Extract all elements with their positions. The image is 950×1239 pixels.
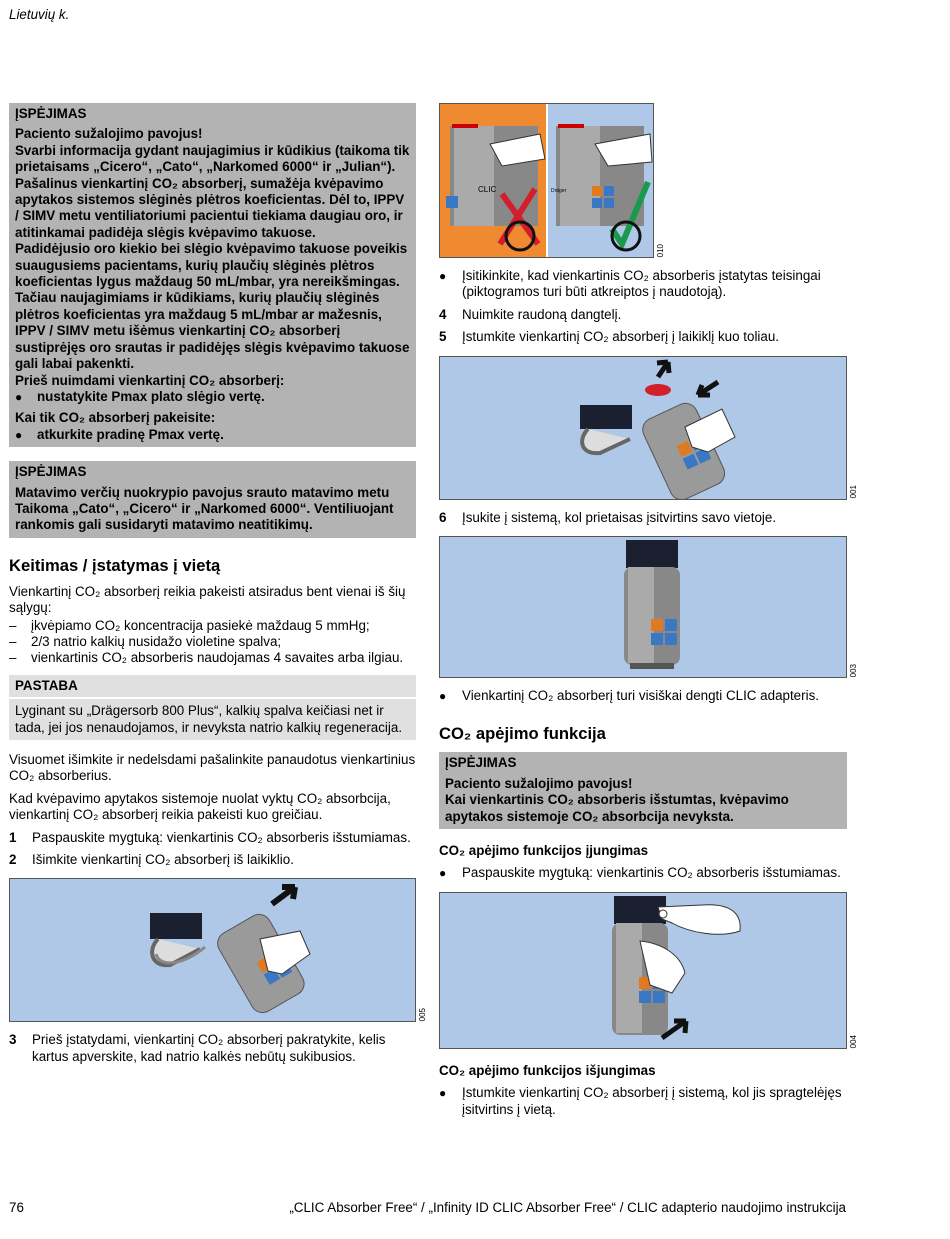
list-item: – vienkartinis CO₂ absorberis naudojamas 4 savaites arba ilgiau. — [9, 650, 416, 666]
installed-absorber-illustration — [440, 537, 846, 677]
step-2 — [9, 852, 416, 868]
warning-title: ĮSPĖJIMAS — [15, 106, 87, 121]
right-column — [439, 103, 858, 1124]
clic-label: CLIC — [478, 185, 497, 194]
list-item: – įkvėpiamo CO₂ koncentracija pasiekė maždaug 5 mmHg; — [9, 618, 416, 634]
step-number: 4 — [439, 306, 447, 322]
document-language: Lietuvių k. — [9, 7, 70, 22]
warning-bullet: ● atkurkite pradinę Pmax vertę. — [15, 427, 410, 443]
warning-title: ĮSPĖJIMAS — [15, 464, 87, 480]
step-text: Įstumkite vienkartinį CO₂ absorberį į laikiklį kuo toliau. — [462, 329, 780, 345]
note-text: Lyginant su „Drägersorb 800 Plus“, kalkių spalva keičiasi net ir tada, jei jos nenaudojamos, ir nevyksta natrio kalkių regeneracija. — [15, 703, 403, 735]
warning-bullet: ● nustatykite Pmax plato slėgio vertę. — [15, 389, 410, 405]
brand-label: Dräger — [551, 188, 567, 194]
step-1 — [9, 830, 416, 846]
bullet-orientation: ● Įsitikinkite, kad vienkartinis CO₂ absorberis įstatytas teisingai (piktogramos turi būti atkreiptos į naudotoją). — [439, 268, 847, 301]
step-number: 3 — [9, 1032, 17, 1048]
step-number: 5 — [439, 329, 447, 345]
step-text: Paspauskite mygtuką: vienkartinis CO₂ absorberis išstumiamas. — [32, 829, 411, 845]
footer-document-title: „CLIC Absorber Free“ / „Infinity ID CLIC Absorber Free“ / CLIC adapterio naudojimo instrukcija — [289, 1200, 846, 1215]
warning-line: Padidėjusio oro kiekio bei slėgio kvėpavimo takuose poveikis suaugusiems pacientams, kurių plaučių slėginės plėtros koeficientas lygus maždaug 50 mL/mbar, yra nereikšmingas. — [15, 241, 408, 290]
bullet-coverage: ● Vienkartinį CO₂ absorberį turi visiškai dengti CLIC adapteris. — [439, 688, 847, 704]
warning-line: Tačiau naujagimiams ir kūdikiams, kurių plaučių slėginės plėtros koeficientas yra maždaug 5 mL/mbar ar mažesnis, IPPV / SIMV metu išėmus vienkartinį CO₂ absorberį sustiprėjęs oro srautas ir padidėjęs slėgis kvėpavimo takuose gali labai pakenkti. — [15, 290, 410, 372]
paragraph: Kad kvėpavimo apytakos sistemoje nuolat vyktų CO₂ absorbcija, vienkartinį CO₂ absorberį reikia pakeisti kuo greičiau. — [9, 790, 391, 823]
step-text: Nuimkite raudoną dangtelį. — [462, 306, 622, 322]
warning-line: Prieš nuimdami vienkartinį CO₂ absorberį: — [15, 372, 285, 388]
bullet-reinsert: ● Įstumkite vienkartinį CO₂ absorberį į sistemą, kol jis spragtelėjęs įsitvirtins į vietą. — [439, 1085, 847, 1118]
bullet-press-button: ● Paspauskite mygtuką: vienkartinis CO₂ absorberis išstumiamas. — [439, 865, 847, 881]
warning-line: Pašalinus vienkartinį CO₂ absorberį, sumažėja kvėpavimo apytakos sistemos slėginės plėtros koeficientas. Dėl to, IPPV / SIMV metu ventiliatoriumi pacientui tiekiama daugiau oro, ir atitinkamai padidėja slėgis kvėpavimo takuose. — [15, 175, 405, 240]
step-number: 6 — [439, 509, 447, 525]
step-text: Įsukite į sistemą, kol prietaisas įsitvirtins savo vietoje. — [462, 509, 777, 525]
figure-number: 001 — [849, 485, 858, 499]
step-text: Išimkite vienkartinį CO₂ absorberį iš laikiklio. — [32, 852, 294, 868]
warning-title: ĮSPĖJIMAS — [445, 755, 517, 771]
note-box — [9, 675, 416, 740]
intro-text: Vienkartinį CO₂ absorberį reikia pakeisti atsiradus bent vienai iš šių sąlygų: — [9, 583, 406, 616]
conditions-list — [9, 618, 416, 667]
step-number: 1 — [9, 829, 17, 845]
figure-number: 010 — [656, 243, 665, 257]
figure-number: 005 — [418, 1008, 427, 1022]
orientation-illustration — [440, 104, 653, 257]
warning-line: Svarbi informacija gydant naujagimius ir kūdikius (taikoma tik prietaisams „Cicero“, „Cato“, „Narkomed 6000“ ir „Julian“). — [15, 142, 410, 175]
left-column — [9, 103, 427, 1071]
note-title: PASTABA — [9, 675, 416, 699]
section-title-bypass: CO₂ apėjimo funkcija — [439, 724, 606, 744]
warning-box-patient-injury — [9, 103, 416, 447]
warning-text: Matavimo verčių nuokrypio pavojus srauto matavimo metu Taikoma „Cato“, „Cicero“ ir „Narkomed 6000“. Ventiliuojant rankomis gali susidaryti matavimo neatitikimų. — [15, 484, 394, 533]
step-3 — [9, 1032, 416, 1065]
remove-absorber-illustration — [10, 879, 415, 1021]
figure-number: 003 — [849, 663, 858, 678]
page-number: 76 — [9, 1200, 24, 1215]
figure-installed-absorber — [439, 536, 858, 678]
step-6 — [439, 510, 847, 526]
figure-number: 004 — [849, 1034, 858, 1048]
step-5 — [439, 329, 847, 345]
section-title-replacement: Keitimas / įstatymas į vietą — [9, 555, 221, 575]
figure-insert-absorber — [439, 356, 858, 500]
warning-box-bypass — [439, 752, 847, 829]
bypass-button-illustration — [440, 893, 846, 1048]
subheading-bypass-off: CO₂ apėjimo funkcijos išjungimas — [439, 1062, 656, 1078]
step-4 — [439, 307, 847, 323]
warning-line: Kai tik CO₂ absorberį pakeisite: — [15, 410, 216, 426]
paragraph: Visuomet išimkite ir nedelsdami pašalinkite panaudotus vienkartinius CO₂ absorberius. — [9, 752, 416, 784]
subheading-bypass-on: CO₂ apėjimo funkcijos įjungimas — [439, 843, 649, 859]
warning-line: Paciento sužalojimo pavojus! — [15, 126, 203, 142]
warning-line: Kai vienkartinis CO₂ absorberis išstumtas, kvėpavimo apytakos sistemoje CO₂ absorbcija nevyksta. — [445, 792, 789, 824]
step-text: Prieš įstatydami, vienkartinį CO₂ absorberį pakratykite, kelis kartus apverskite, kad natrio kalkės nebūtų sukibusios. — [32, 1032, 386, 1064]
figure-orientation — [439, 103, 665, 258]
warning-box-measurement — [9, 461, 416, 538]
list-item: – 2/3 natrio kalkių nusidažo violetine spalva; — [9, 634, 416, 650]
warning-line: Paciento sužalojimo pavojus! — [445, 775, 633, 791]
insert-absorber-illustration — [440, 357, 846, 499]
figure-bypass-button — [439, 892, 858, 1049]
step-number: 2 — [9, 852, 17, 868]
figure-remove-absorber — [9, 878, 427, 1022]
